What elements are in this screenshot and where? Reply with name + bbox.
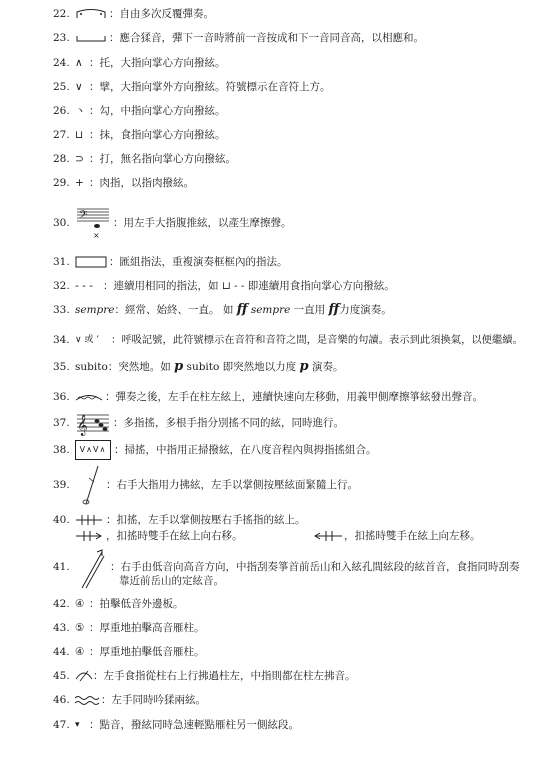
point-note-symbol: ▾	[75, 720, 80, 730]
entry-number: 46.	[53, 694, 70, 706]
tremolo-slash-icon	[80, 464, 104, 506]
entry-description-right: ，扣搖時雙手在絃上向右移。	[106, 530, 243, 542]
entry-description: ：抹，食指向掌心方向撥絃。	[89, 129, 226, 141]
press-bracket-icon	[74, 513, 104, 527]
slash-arc-icon	[74, 669, 94, 683]
circled-symbol: ④	[75, 598, 85, 610]
entry-description: ：肉指，以指肉撥絃。	[89, 177, 194, 189]
entry-number: 38.	[53, 444, 70, 456]
entry-number: 47.	[53, 719, 70, 731]
entry-description: ：厚重地拍擊高音雁柱。	[89, 622, 205, 634]
sempre-term: sempre	[75, 304, 115, 316]
entry-description-left: ，扣搖時雙手在絃上向左移。	[344, 530, 481, 542]
entry-description: ：拍擊低音外邊板。	[89, 598, 184, 610]
thumb-down-symbol: ∨	[75, 81, 83, 93]
entry-number: 25.	[53, 81, 70, 93]
svg-text:𝄢: 𝄢	[79, 209, 88, 224]
sempre-definition: ：經常、始終、一直。 如	[114, 304, 237, 316]
entry-number: 29.	[53, 177, 70, 189]
entry-number: 44.	[53, 646, 70, 658]
circled-symbol: ⑤	[75, 622, 85, 634]
entry-number: 34.	[53, 334, 70, 346]
entry-description: ：打，無名指向掌心方向撥絃。	[89, 153, 236, 165]
bass-clef-staff-icon	[75, 206, 111, 240]
entry-description: ：厚重地拍擊低音雁柱。	[89, 646, 205, 658]
entry-description: ：掃搖，中指用正掃撥絃，在八度音程內與拇指搖組合。	[114, 444, 377, 456]
entry-description: ：扣搖，左手以掌側按壓右手搖指的絃上。	[106, 514, 306, 526]
subito-term: subito	[75, 361, 108, 373]
press-right-icon	[74, 529, 104, 543]
wipe-symbol: ⊔	[75, 129, 84, 141]
entry-number: 27.	[53, 129, 70, 141]
entry-number: 40.	[53, 514, 70, 526]
entry-number: 41.	[53, 561, 70, 573]
entry-number: 32.	[53, 280, 70, 292]
subito-text-b: subito 即突然地以力度	[183, 361, 300, 373]
entry-description: ：應合猱音，彈下一音時將前一音按成和下一音同音高，以相應和。	[109, 32, 424, 44]
strike-symbol: ⊃	[75, 153, 84, 165]
entry-number: 31.	[53, 256, 70, 268]
entry-description: ：呼吸記號，此符號標示在音符和音符之間，是音樂的句讀。表示到此須換氣，以便繼續。	[111, 334, 523, 346]
entry-number: 22.	[53, 8, 70, 20]
double-wave-icon	[74, 693, 100, 707]
entry-number: 45.	[53, 670, 70, 682]
breath-mark-symbol: ∨ 或 ’	[75, 335, 100, 345]
entry-description: ：右手大指用力拂絃，左手以掌側按壓絃面緊隨上行。	[106, 479, 358, 491]
entry-description: ：連續用相同的指法，如 ⊔ - - 即連續用食指向掌心方向撥絃。	[103, 280, 395, 292]
dash-continuation-symbol: - - -	[75, 280, 94, 292]
entry-number: 28.	[53, 153, 70, 165]
entry-description	[75, 360, 343, 374]
sempre-example: sempre	[250, 304, 291, 316]
entry-description: ：多指搖，多根手指分別搖不同的絃，同時進行。	[113, 417, 344, 429]
dynamic-ff-mark: ff	[328, 302, 340, 317]
circled-symbol: ④	[75, 646, 85, 658]
box-chord-icon: V∧V∧	[75, 440, 111, 460]
arc-bracket-icon	[75, 7, 107, 21]
entry-number: 39.	[53, 479, 70, 491]
press-left-icon	[312, 529, 344, 543]
entry-number: 24.	[53, 57, 70, 69]
entry-description: ：左手食指從柱右上行拂過柱左，中指則都在柱左拂音。	[93, 670, 356, 682]
sempre-text-c: 力度演奏。	[339, 304, 392, 316]
entry-description: ：擘，大指向掌外方向撥絃。符號標示在音符上方。	[89, 81, 331, 93]
thumb-up-symbol: ∧	[75, 57, 83, 69]
hook-symbol: 丶	[75, 105, 86, 117]
entry-description: ：匯組指法，重複演奏框框內的指法。	[109, 256, 288, 268]
entry-number: 36.	[53, 391, 70, 403]
sempre-text-b: 一直用	[290, 304, 329, 316]
entry-number: 42.	[53, 598, 70, 610]
entry-number: 37.	[53, 417, 70, 429]
staff-fingering-icon	[75, 410, 111, 436]
subito-definition: ：突然地。如	[107, 361, 175, 373]
entry-description: ：點音，撥絃同時急速輕點雁柱另一側絃段。	[89, 719, 299, 731]
entry-description: ：勾，中指向掌心方向撥絃。	[89, 105, 226, 117]
entry-number: 43.	[53, 622, 70, 634]
flesh-finger-symbol: +	[75, 177, 84, 189]
entry-description	[75, 303, 392, 317]
entry-description: ：用左手大指腹推絃，以產生摩擦聲。	[113, 217, 292, 229]
open-bracket-icon	[75, 31, 107, 45]
entry-number: 33.	[53, 304, 70, 316]
box-bracket-icon	[75, 255, 107, 269]
wave-arc-icon	[74, 390, 104, 404]
entry-number: 30.	[53, 217, 70, 229]
entry-description: ：彈奏之後，左手在柱左絃上，連續快速向左移動，用義甲側摩擦箏絃發出聲音。	[105, 391, 483, 403]
entry-description: ：自由多次反覆彈奏。	[109, 8, 214, 20]
entry-description: ：左手同時吟猱兩絃。	[101, 694, 206, 706]
entry-number: 26.	[53, 105, 70, 117]
entry-number: 35.	[53, 361, 70, 373]
dynamic-p-mark: p	[299, 359, 309, 374]
dynamic-ff-mark: ff	[236, 302, 248, 317]
svg-text:𝄞: 𝄞	[77, 415, 88, 436]
dynamic-p-mark: p	[174, 359, 184, 374]
entry-description: ：托，大指向掌心方向撥絃。	[89, 57, 226, 69]
entry-number: 23.	[53, 32, 70, 44]
subito-text-c: 演奏。	[308, 361, 344, 373]
glissando-arrow-icon	[78, 548, 106, 590]
entry-description-cont: 靠近前岳山的定絃音。	[119, 575, 224, 587]
svg-text:×: ×	[93, 231, 100, 240]
entry-description: ：右手由低音向高音方向，中指刮奏箏首前岳山和入絃孔間絃段的絃首音，食指同時刮奏	[110, 561, 520, 573]
